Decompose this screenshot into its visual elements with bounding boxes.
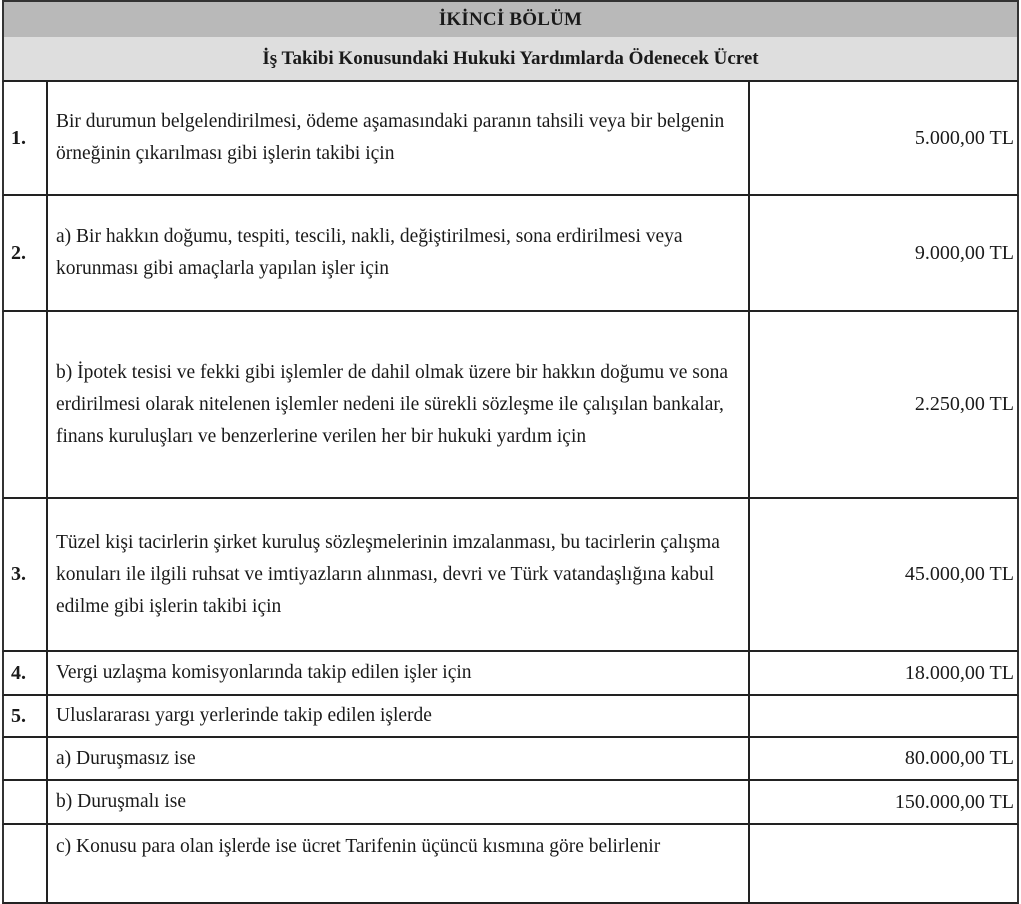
row-number: 4. (4, 652, 48, 694)
row-description: Uluslararası yargı yerlerinde takip edilen işlerde (48, 696, 750, 736)
row-number (4, 312, 48, 497)
row-amount (750, 825, 1017, 902)
table-row (2, 738, 1019, 781)
row-amount: 18.000,00 TL (904, 661, 1014, 684)
row-description: a) Duruşmasız ise (48, 738, 750, 779)
row-description: a) Bir hakkın doğumu, tespiti, tescili, nakli, değiştirilmesi, sona erdirilmesi veya korunması gibi amaçlarla yapılan işler için (48, 196, 750, 310)
table-row (2, 312, 1019, 499)
row-number: 5. (4, 696, 48, 736)
row-number (4, 781, 48, 823)
row-description: Vergi uzlaşma komisyonlarında takip edilen işler için (48, 652, 750, 694)
row-amount: 45.000,00 TL (904, 563, 1014, 585)
row-description: c) Konusu para olan işlerde ise ücret Tarifenin üçüncü kısmına göre belirlenir (48, 825, 750, 902)
row-amount: 9.000,00 TL (914, 241, 1014, 264)
table-row (2, 696, 1019, 738)
row-amount: 5.000,00 TL (914, 126, 1014, 149)
row-amount: 2.250,00 TL (914, 393, 1014, 415)
table-row (2, 196, 1019, 312)
row-amount: 80.000,00 TL (904, 747, 1014, 769)
table-row (2, 82, 1019, 196)
section-title: İKİNCİ BÖLÜM (2, 0, 1019, 37)
row-description: Bir durumun belgelendirilmesi, ödeme aşamasındaki paranın tahsili veya bir belgenin örneğinin çıkarılması gibi işlerin takibi için (48, 82, 750, 194)
table-row (2, 825, 1019, 904)
row-description: Tüzel kişi tacirlerin şirket kuruluş sözleşmelerinin imzalanması, bu tacirlerin çalışma konuları ile ilgili ruhsat ve imtiyazların alınması, devri ve Türk vatandaşlığına kabul edilme gibi işlerin takibi için (48, 499, 750, 650)
table-row (2, 781, 1019, 825)
row-number: 2. (4, 196, 48, 310)
row-number (4, 738, 48, 779)
row-number: 3. (4, 499, 48, 650)
row-number: 1. (4, 82, 48, 194)
row-amount (750, 696, 1017, 736)
row-amount: 150.000,00 TL (894, 790, 1014, 813)
row-description: b) Duruşmalı ise (48, 781, 750, 823)
row-description: b) İpotek tesisi ve fekki gibi işlemler de dahil olmak üzere bir hakkın doğumu ve sona erdirilmesi olarak nitelenen işlemler nedeni ile sürekli sözleşme ile çalışılan bankalar, finans kuruluşları ve benzerlerine verilen her bir hukuki yardım için (48, 312, 750, 497)
table-row (2, 652, 1019, 696)
row-number (4, 825, 48, 902)
table-row (2, 499, 1019, 652)
section-subtitle: İş Takibi Konusundaki Hukuki Yardımlarda Ödenecek Ücret (2, 37, 1019, 82)
